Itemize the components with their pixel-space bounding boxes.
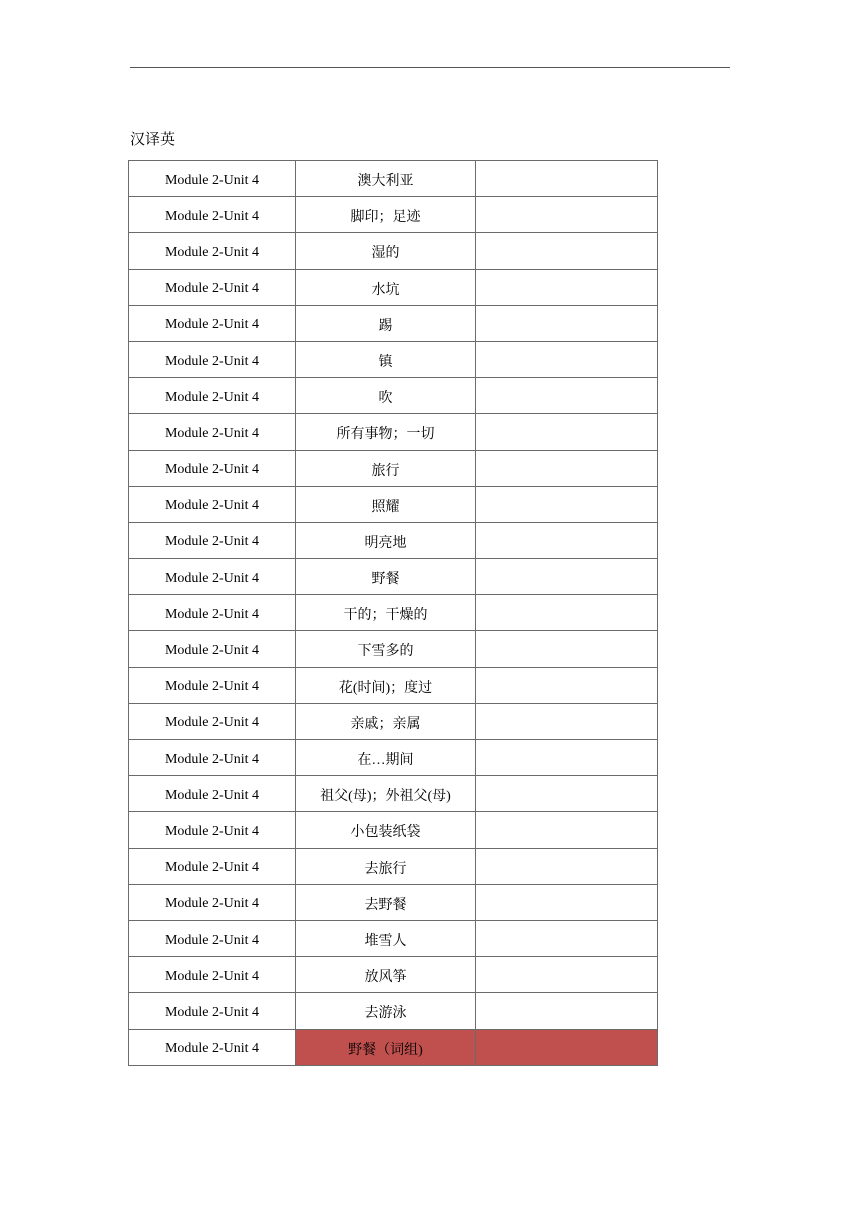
english-answer-cell (476, 269, 658, 305)
chinese-term-cell: 亲戚；亲属 (296, 703, 476, 739)
table-row (129, 848, 658, 884)
header-rule (130, 67, 730, 68)
unit-cell: Module 2-Unit 4 (129, 414, 296, 450)
unit-cell: Module 2-Unit 4 (129, 848, 296, 884)
table-row (129, 450, 658, 486)
chinese-term-cell: 去旅行 (296, 848, 476, 884)
unit-cell: Module 2-Unit 4 (129, 197, 296, 233)
chinese-term-cell: 花(时间)；度过 (296, 667, 476, 703)
chinese-term-cell: 明亮地 (296, 522, 476, 558)
unit-cell: Module 2-Unit 4 (129, 269, 296, 305)
english-answer-cell (476, 957, 658, 993)
unit-cell: Module 2-Unit 4 (129, 378, 296, 414)
chinese-term-cell: 在…期间 (296, 740, 476, 776)
table-row (129, 920, 658, 956)
english-answer-cell (476, 993, 658, 1029)
english-answer-cell (476, 1029, 658, 1065)
english-answer-cell (476, 305, 658, 341)
unit-cell: Module 2-Unit 4 (129, 993, 296, 1029)
table-row (129, 233, 658, 269)
table-row (129, 269, 658, 305)
chinese-term-cell: 放风筝 (296, 957, 476, 993)
unit-cell: Module 2-Unit 4 (129, 486, 296, 522)
english-answer-cell (476, 197, 658, 233)
english-answer-cell (476, 812, 658, 848)
english-answer-cell (476, 378, 658, 414)
english-answer-cell (476, 450, 658, 486)
english-answer-cell (476, 522, 658, 558)
chinese-term-cell: 所有事物；一切 (296, 414, 476, 450)
unit-cell: Module 2-Unit 4 (129, 740, 296, 776)
unit-cell: Module 2-Unit 4 (129, 522, 296, 558)
table-row (129, 414, 658, 450)
english-answer-cell (476, 776, 658, 812)
chinese-term-cell: 踢 (296, 305, 476, 341)
unit-cell: Module 2-Unit 4 (129, 559, 296, 595)
english-answer-cell (476, 161, 658, 197)
table-row (129, 703, 658, 739)
unit-cell: Module 2-Unit 4 (129, 920, 296, 956)
vocabulary-table-body (129, 161, 658, 1066)
english-answer-cell (476, 559, 658, 595)
unit-cell: Module 2-Unit 4 (129, 233, 296, 269)
table-row (129, 378, 658, 414)
table-row (129, 957, 658, 993)
unit-cell: Module 2-Unit 4 (129, 1029, 296, 1065)
table-row (129, 884, 658, 920)
chinese-term-cell: 澳大利亚 (296, 161, 476, 197)
english-answer-cell (476, 233, 658, 269)
english-answer-cell (476, 740, 658, 776)
unit-cell: Module 2-Unit 4 (129, 161, 296, 197)
unit-cell: Module 2-Unit 4 (129, 667, 296, 703)
table-row (129, 1029, 658, 1065)
unit-cell: Module 2-Unit 4 (129, 776, 296, 812)
english-answer-cell (476, 341, 658, 377)
chinese-term-cell: 镇 (296, 341, 476, 377)
table-row (129, 559, 658, 595)
chinese-term-cell: 旅行 (296, 450, 476, 486)
table-row (129, 341, 658, 377)
chinese-term-cell: 野餐 (296, 559, 476, 595)
table-row (129, 667, 658, 703)
chinese-term-cell: 去游泳 (296, 993, 476, 1029)
chinese-term-cell: 祖父(母)；外祖父(母) (296, 776, 476, 812)
chinese-term-cell: 下雪多的 (296, 631, 476, 667)
chinese-term-cell: 脚印；足迹 (296, 197, 476, 233)
chinese-term-cell: 堆雪人 (296, 920, 476, 956)
chinese-term-cell: 照耀 (296, 486, 476, 522)
table-row (129, 197, 658, 233)
unit-cell: Module 2-Unit 4 (129, 631, 296, 667)
english-answer-cell (476, 414, 658, 450)
table-row (129, 740, 658, 776)
table-row (129, 812, 658, 848)
table-row (129, 486, 658, 522)
chinese-term-cell: 吹 (296, 378, 476, 414)
unit-cell: Module 2-Unit 4 (129, 884, 296, 920)
section-title: 汉译英 (130, 132, 176, 148)
english-answer-cell (476, 848, 658, 884)
chinese-term-cell: 水坑 (296, 269, 476, 305)
table-row (129, 161, 658, 197)
english-answer-cell (476, 631, 658, 667)
table-row (129, 776, 658, 812)
unit-cell: Module 2-Unit 4 (129, 595, 296, 631)
english-answer-cell (476, 667, 658, 703)
table-row (129, 631, 658, 667)
table-row (129, 595, 658, 631)
chinese-term-cell: 去野餐 (296, 884, 476, 920)
chinese-term-cell: 小包装纸袋 (296, 812, 476, 848)
unit-cell: Module 2-Unit 4 (129, 305, 296, 341)
unit-cell: Module 2-Unit 4 (129, 957, 296, 993)
english-answer-cell (476, 703, 658, 739)
table-row (129, 993, 658, 1029)
unit-cell: Module 2-Unit 4 (129, 703, 296, 739)
unit-cell: Module 2-Unit 4 (129, 812, 296, 848)
vocabulary-table (128, 160, 658, 1066)
english-answer-cell (476, 920, 658, 956)
english-answer-cell (476, 595, 658, 631)
english-answer-cell (476, 884, 658, 920)
english-answer-cell (476, 486, 658, 522)
unit-cell: Module 2-Unit 4 (129, 341, 296, 377)
chinese-term-cell: 干的；干燥的 (296, 595, 476, 631)
unit-cell: Module 2-Unit 4 (129, 450, 296, 486)
table-row (129, 522, 658, 558)
chinese-term-cell: 湿的 (296, 233, 476, 269)
chinese-term-cell: 野餐（词组) (296, 1029, 476, 1065)
table-row (129, 305, 658, 341)
